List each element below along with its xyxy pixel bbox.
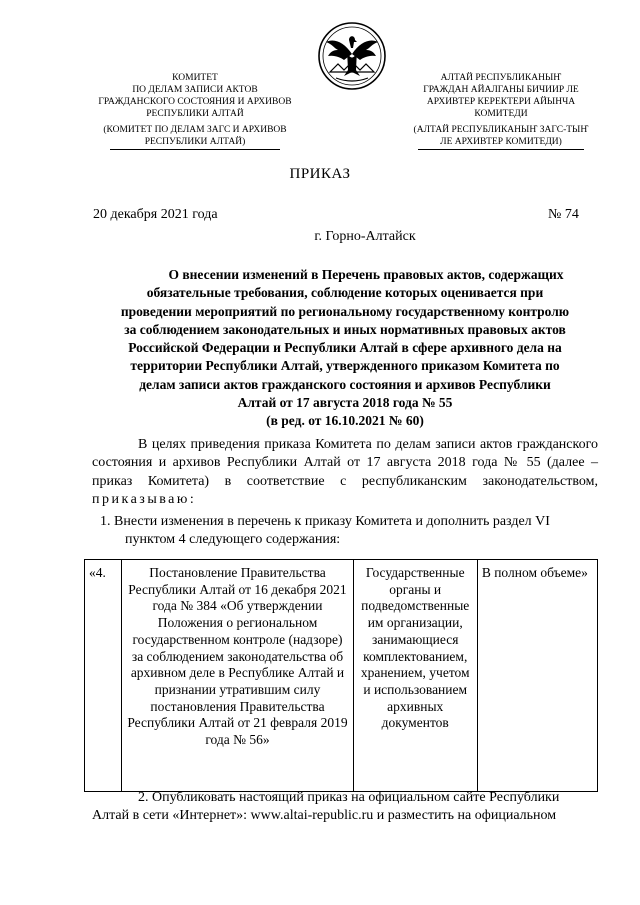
header-left-line: РЕСПУБЛИКИ АЛТАЙ bbox=[146, 109, 244, 119]
republic-emblem-icon bbox=[316, 20, 388, 92]
amendment-table bbox=[84, 559, 598, 792]
table-row bbox=[85, 560, 598, 792]
subject-line: за соблюдением законодательных и иных нормативных правовых актов bbox=[124, 321, 566, 337]
item-2-line: Алтай в сети «Интернет»: www.altai-republic.ru и разместить на официальном bbox=[92, 808, 557, 824]
table-cell-scope: В полном объеме» bbox=[477, 560, 597, 792]
header-right-rule bbox=[418, 149, 584, 150]
preamble-paragraph bbox=[92, 436, 598, 509]
document-number: № 74 bbox=[548, 207, 579, 222]
item-2 bbox=[92, 789, 598, 826]
document-title: ПРИКАЗ bbox=[289, 166, 351, 182]
header-left-paren-line: РЕСПУБЛИКИ АЛТАЙ) bbox=[144, 137, 246, 147]
subject-line: делам записи актов гражданского состояния и архивов Республики bbox=[139, 376, 551, 392]
document-city: г. Горно-Алтайск bbox=[314, 229, 416, 244]
header-right-block bbox=[388, 72, 614, 150]
header-left-line: ГРАЖДАНСКОГО СОСТОЯНИЯ И АРХИВОВ bbox=[98, 97, 292, 107]
table-cell-subjects: Государственные органы и подведомственные им организации, занимающиеся комплектованием, хранением, учетом и использованием архивных документов bbox=[353, 560, 477, 792]
header-right-line: АРХИВТЕР КЕРЕКТЕРИ АЙЫНЧА bbox=[426, 97, 576, 107]
item-2-line: 2. Опубликовать настоящий приказ на официальном сайте Республики bbox=[138, 790, 560, 805]
item-1-line: пунктом 4 следующего содержания: bbox=[125, 532, 341, 548]
header-left-line: КОМИТЕТ bbox=[172, 73, 218, 83]
document-subject bbox=[92, 266, 598, 431]
order-word: приказываю: bbox=[92, 491, 197, 507]
table-cell-number: «4. bbox=[85, 560, 122, 792]
header-left-paren-line: (КОМИТЕТ ПО ДЕЛАМ ЗАГС И АРХИВОВ bbox=[103, 125, 287, 135]
subject-line: Алтай от 17 августа 2018 года № 55 bbox=[237, 395, 453, 411]
subject-line: территории Республики Алтай, утвержденного приказом Комитета по bbox=[130, 358, 560, 374]
document-date: 20 декабря 2021 года bbox=[93, 207, 218, 222]
header-left-line: ПО ДЕЛАМ ЗАПИСИ АКТОВ bbox=[132, 85, 258, 95]
table-cell-act: Постановление Правительства Республики Алтай от 16 декабря 2021 года № 384 «Об утверждении Положения о региональном государственном контроле (надзоре) за соблюдением законодательства об архивном деле в Республике Алтай и признании утратившим силу постановления Правительства Республики Алтай от 21 февраля 2019 года № 56» bbox=[122, 560, 353, 792]
item-1-line: 1. Внести изменения в перечень к приказу Комитета и дополнить раздел VI bbox=[100, 514, 550, 529]
preamble-text: В целях приведения приказа Комитета по делам записи актов гражданского состояния и архивов Республики Алтай от 17 августа 2018 года № 55 (далее – приказ Комитета) в соответствие с республиканским законодательством, bbox=[92, 437, 598, 489]
header-right-paren-line: ЛЕ АРХИВТЕР КОМИТЕДИ) bbox=[440, 137, 562, 147]
subject-line: проведении мероприятий по региональному государственному контролю bbox=[120, 303, 570, 319]
header-right-line: КОМИТЕДИ bbox=[474, 109, 528, 119]
item-1 bbox=[100, 513, 600, 550]
subject-line: (в ред. от 16.10.2021 № 60) bbox=[266, 413, 424, 429]
subject-line: Российской Федерации и Республики Алтай в сфере архивного дела на bbox=[128, 340, 562, 356]
header-left-block bbox=[80, 72, 310, 150]
subject-line: О внесении изменений в Перечень правовых актов, содержащих bbox=[168, 267, 564, 282]
header-right-line: АЛТАЙ РЕСПУБЛИКАНЫҤ bbox=[440, 73, 562, 83]
header-right-line: ГРАЖДАН АЙАЛГАНЫ БИЧИИР ЛЕ bbox=[423, 85, 579, 95]
header-right-paren-line: (АЛТАЙ РЕСПУБЛИКАНЫҤ ЗАГС-ТЫҤ bbox=[413, 125, 589, 135]
header-left-rule bbox=[110, 149, 280, 150]
subject-line: обязательные требования, соблюдение которых оценивается при bbox=[146, 285, 544, 301]
